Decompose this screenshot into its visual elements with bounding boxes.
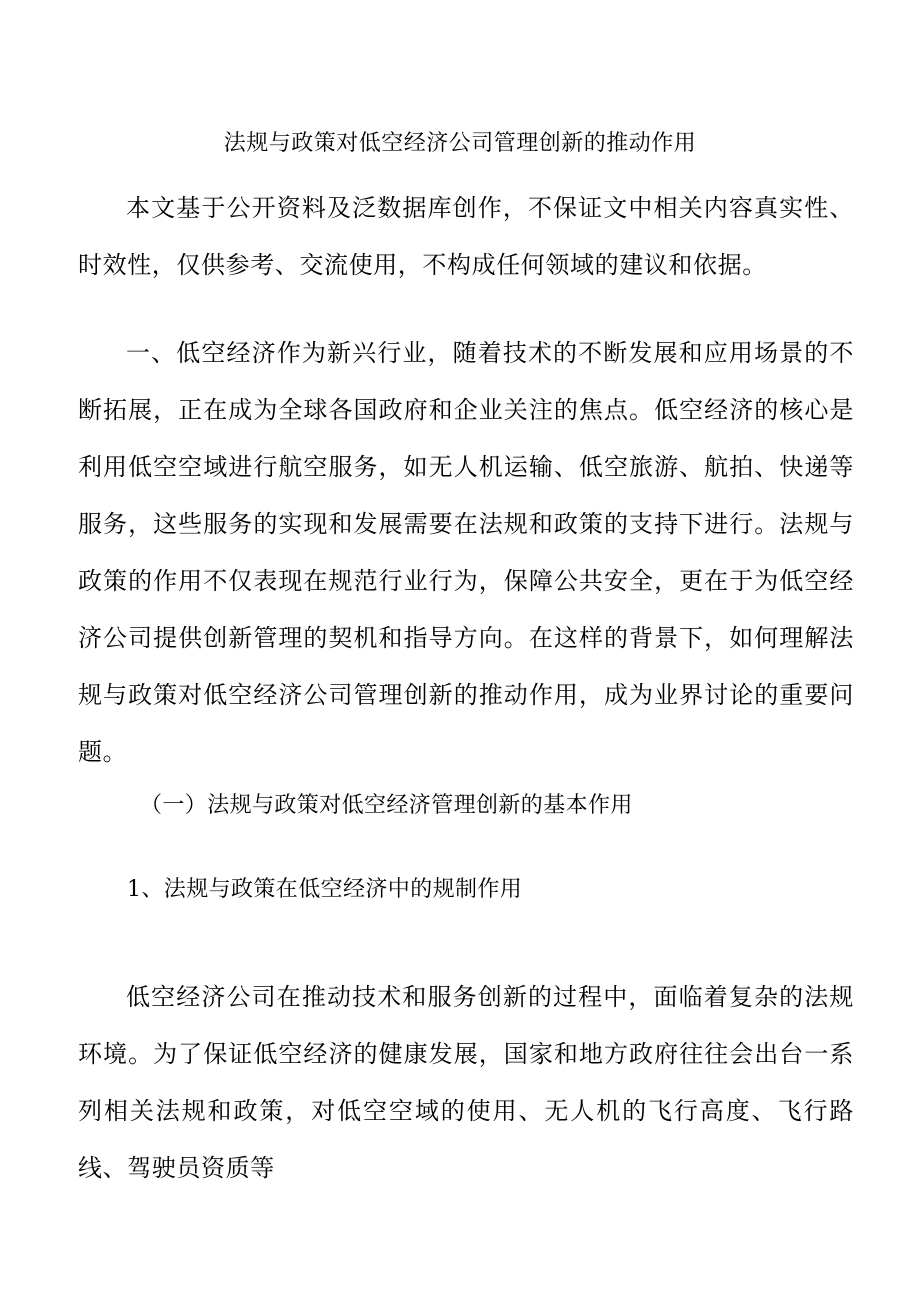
disclaimer-paragraph: 本文基于公开资料及泛数据库创作，不保证文中相关内容真实性、时效性，仅供参考、交流使用，不构成任何领域的建议和依据。 [78, 194, 854, 279]
document-title: 法规与政策对低空经济公司管理创新的推动作用 [223, 131, 697, 156]
section-heading: （一）法规与政策对低空经济管理创新的基本作用 [140, 793, 633, 818]
subsection-heading: 1、法规与政策在低空经济中的规制作用 [127, 877, 523, 902]
body-paragraph: 低空经济公司在推动技术和服务创新的过程中，面临着复杂的法规环境。为了保证低空经济的健康发展，国家和地方政府往往会出台一系列相关法规和政策，对低空空域的使用、无人机的飞行高度、飞行路线、驾驶员资质等 [78, 983, 854, 1182]
intro-paragraph: 一、低空经济作为新兴行业，随着技术的不断发展和应用场景的不断拓展，正在成为全球各国政府和企业关注的焦点。低空经济的核心是利用低空空域进行航空服务，如无人机运输、低空旅游、航拍、快递等服务，这些服务的实现和发展需要在法规和政策的支持下进行。法规与政策的作用不仅表现在规范行业行为，保障公共安全，更在于为低空经济公司提供创新管理的契机和指导方向。在这样的背景下，如何理解法规与政策对低空经济公司管理创新的推动作用，成为业界讨论的重要问题。 [78, 339, 854, 766]
